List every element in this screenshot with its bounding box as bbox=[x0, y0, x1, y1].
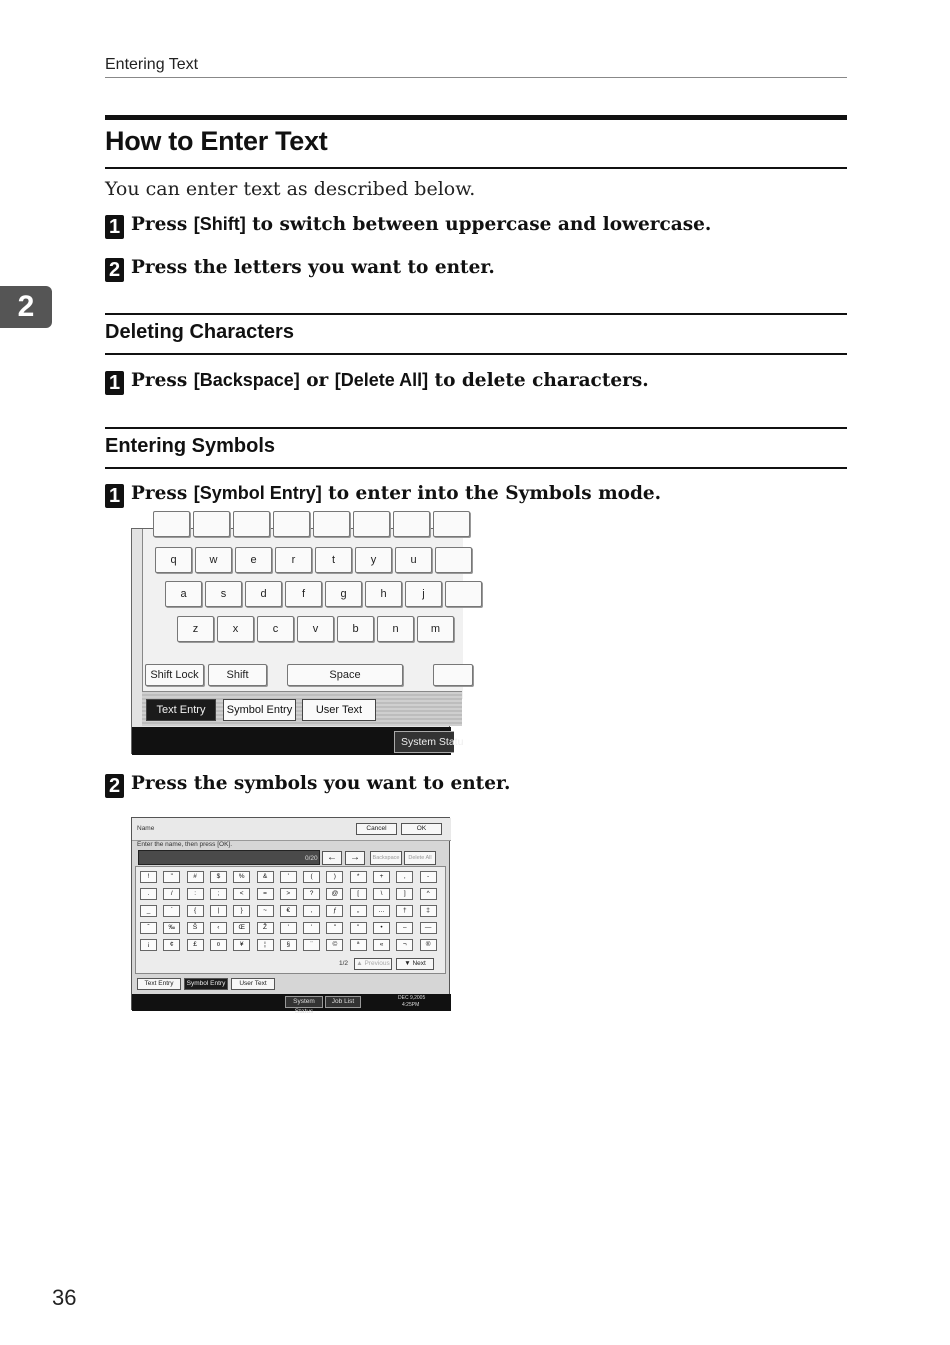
key-d[interactable]: d bbox=[245, 581, 282, 607]
symbol-key[interactable]: - bbox=[420, 871, 437, 883]
next-button[interactable] bbox=[396, 958, 434, 970]
symbol-key[interactable]: ~ bbox=[257, 905, 274, 917]
symbol-key[interactable]: _ bbox=[140, 905, 157, 917]
symbol-key[interactable]: ƒ bbox=[326, 905, 343, 917]
key[interactable] bbox=[153, 511, 190, 537]
step-text: Press bbox=[131, 483, 194, 504]
symbol-key[interactable]: … bbox=[373, 905, 390, 917]
tab-symbol-entry[interactable]: Symbol Entry bbox=[223, 699, 296, 721]
key-s[interactable]: s bbox=[205, 581, 242, 607]
key-u[interactable]: u bbox=[395, 547, 432, 573]
backspace-button[interactable]: Backspace bbox=[370, 851, 402, 865]
previous-button[interactable] bbox=[354, 958, 392, 970]
key[interactable] bbox=[433, 511, 470, 537]
symbol-key[interactable]: % bbox=[233, 871, 250, 883]
name-input[interactable] bbox=[138, 850, 320, 865]
symbol-key[interactable]: ¡ bbox=[140, 939, 157, 951]
symbol-key[interactable]: ¬ bbox=[396, 939, 413, 951]
triangle-up-icon: ▲ bbox=[356, 960, 363, 967]
key-h[interactable]: h bbox=[365, 581, 402, 607]
instruction-text: Enter the name, then press [OK]. bbox=[137, 841, 233, 848]
symbol-key[interactable]: ! bbox=[140, 871, 157, 883]
symbol-key[interactable]: ª bbox=[350, 939, 367, 951]
triangle-down-icon: ▼ bbox=[404, 960, 411, 967]
symbol-key[interactable]: § bbox=[280, 939, 297, 951]
running-header-rule bbox=[105, 77, 847, 78]
key-y[interactable]: y bbox=[355, 547, 392, 573]
step-number: 2 bbox=[105, 258, 124, 282]
step-text: Press bbox=[131, 214, 194, 235]
symbol-key[interactable]: ' bbox=[303, 922, 320, 934]
key-x[interactable]: x bbox=[217, 616, 254, 642]
symbol-key[interactable]: ` bbox=[163, 905, 180, 917]
step-text: Press bbox=[131, 370, 194, 391]
arrow-left-icon[interactable]: ← bbox=[322, 851, 342, 865]
running-header: Entering Text bbox=[105, 56, 199, 73]
tab-text-entry[interactable]: Text Entry bbox=[146, 699, 216, 721]
system-status-button[interactable]: System Status bbox=[285, 996, 323, 1008]
symbol-key[interactable]: ' bbox=[280, 922, 297, 934]
symbol-key[interactable]: " bbox=[326, 922, 343, 934]
char-counter: 0/20 bbox=[305, 855, 318, 862]
tab-user-text[interactable]: User Text bbox=[231, 978, 275, 990]
cancel-button[interactable]: Cancel bbox=[356, 823, 397, 835]
symbol-key[interactable]: Š bbox=[187, 922, 204, 934]
key[interactable] bbox=[353, 511, 390, 537]
key[interactable] bbox=[313, 511, 350, 537]
subsection-title-symbols: Entering Symbols bbox=[105, 435, 276, 457]
key[interactable] bbox=[445, 581, 482, 607]
key[interactable] bbox=[193, 511, 230, 537]
symbol-key[interactable]: ® bbox=[420, 939, 437, 951]
section-title: How to Enter Text bbox=[105, 126, 328, 156]
symbol-key[interactable]: $ bbox=[210, 871, 227, 883]
symbol-key[interactable]: — bbox=[420, 922, 437, 934]
symbol-key[interactable]: " bbox=[163, 871, 180, 883]
symbol-key[interactable]: „ bbox=[350, 905, 367, 917]
step-2-symbols bbox=[105, 773, 511, 798]
tab-text-entry[interactable]: Text Entry bbox=[137, 978, 181, 990]
key-t[interactable]: t bbox=[315, 547, 352, 573]
key[interactable] bbox=[433, 664, 473, 686]
key[interactable] bbox=[393, 511, 430, 537]
section-title-rule bbox=[105, 167, 847, 169]
symbol-key[interactable]: = bbox=[257, 888, 274, 900]
key-j[interactable]: j bbox=[405, 581, 442, 607]
symbol-key[interactable]: / bbox=[163, 888, 180, 900]
symbol-key[interactable]: } bbox=[233, 905, 250, 917]
step-1-shift bbox=[105, 214, 711, 239]
delete-all-button[interactable]: Delete All bbox=[404, 851, 436, 865]
key[interactable] bbox=[273, 511, 310, 537]
step-text: Press the letters you want to enter. bbox=[131, 257, 495, 278]
symbol-key[interactable]: . bbox=[140, 888, 157, 900]
step-1-delete bbox=[105, 370, 649, 395]
symbol-key[interactable]: ‡ bbox=[420, 905, 437, 917]
key-w[interactable]: w bbox=[195, 547, 232, 573]
symbol-key[interactable]: , bbox=[396, 871, 413, 883]
symbol-key[interactable]: [ bbox=[350, 888, 367, 900]
dialog-title: Name bbox=[137, 825, 155, 832]
step-text: to delete characters. bbox=[428, 370, 649, 391]
keyboard-panel bbox=[142, 529, 463, 699]
subsection-bottom-rule bbox=[105, 353, 847, 355]
key-label-backspace: [Backspace] bbox=[193, 370, 300, 390]
symbol-key[interactable]: ¥ bbox=[233, 939, 250, 951]
step-2-letters bbox=[105, 257, 495, 282]
key-a[interactable]: a bbox=[165, 581, 202, 607]
key-m[interactable]: m bbox=[417, 616, 454, 642]
symbol-key[interactable]: – bbox=[396, 922, 413, 934]
symbol-key[interactable]: ‰ bbox=[163, 922, 180, 934]
section-top-bar bbox=[105, 115, 847, 120]
step-number: 1 bbox=[105, 484, 124, 508]
space-key[interactable]: Space bbox=[287, 664, 403, 686]
symbol-key[interactable]: : bbox=[187, 888, 204, 900]
key-g[interactable]: g bbox=[325, 581, 362, 607]
symbol-key[interactable]: ( bbox=[303, 871, 320, 883]
symbol-key[interactable]: , bbox=[303, 905, 320, 917]
key-e[interactable]: e bbox=[235, 547, 272, 573]
time-display: 4:25PM bbox=[402, 1002, 420, 1008]
subsection-top-rule bbox=[105, 313, 847, 315]
symbol-key[interactable]: " bbox=[350, 922, 367, 934]
symbol-key[interactable]: < bbox=[233, 888, 250, 900]
key-v[interactable]: v bbox=[297, 616, 334, 642]
symbol-key[interactable]: \ bbox=[373, 888, 390, 900]
key-b[interactable]: b bbox=[337, 616, 374, 642]
key-label-symbol-entry: [Symbol Entry] bbox=[193, 483, 322, 503]
symbol-key[interactable]: ? bbox=[303, 888, 320, 900]
key[interactable] bbox=[233, 511, 270, 537]
symbol-key[interactable]: ] bbox=[396, 888, 413, 900]
page-indicator: 1/2 bbox=[339, 960, 349, 967]
date-display: DEC 9,2005 bbox=[398, 995, 426, 1001]
symbol-entry-screenshot bbox=[131, 817, 450, 1015]
symbol-key[interactable]: ˆ bbox=[140, 922, 157, 934]
symbol-key[interactable]: + bbox=[373, 871, 390, 883]
symbol-key[interactable]: ¤ bbox=[210, 939, 227, 951]
key-label-shift: [Shift] bbox=[193, 214, 246, 234]
symbol-key[interactable]: ^ bbox=[420, 888, 437, 900]
step-number: 1 bbox=[105, 215, 124, 239]
step-1-symbol-entry bbox=[105, 483, 661, 508]
step-text: Press the symbols you want to enter. bbox=[131, 773, 511, 794]
previous-label: Previous bbox=[364, 960, 390, 967]
key-q[interactable]: q bbox=[155, 547, 192, 573]
symbol-key[interactable]: ‹ bbox=[210, 922, 227, 934]
symbol-key[interactable]: « bbox=[373, 939, 390, 951]
chapter-tab: 2 bbox=[0, 286, 52, 328]
subsection-bottom-rule bbox=[105, 467, 847, 469]
key-n[interactable]: n bbox=[377, 616, 414, 642]
intro-text: You can enter text as described below. bbox=[105, 178, 476, 200]
shift-key[interactable]: Shift bbox=[208, 664, 267, 686]
tab-symbol-entry[interactable]: Symbol Entry bbox=[184, 978, 228, 990]
symbol-key[interactable]: © bbox=[326, 939, 343, 951]
key-c[interactable]: c bbox=[257, 616, 294, 642]
key-f[interactable]: f bbox=[285, 581, 322, 607]
next-label: Next bbox=[412, 960, 426, 967]
key-label-delete-all: [Delete All] bbox=[334, 370, 429, 390]
arrow-right-icon[interactable]: → bbox=[345, 851, 365, 865]
symbol-key[interactable]: ; bbox=[210, 888, 227, 900]
symbol-key[interactable]: £ bbox=[187, 939, 204, 951]
symbol-key[interactable]: @ bbox=[326, 888, 343, 900]
key[interactable] bbox=[435, 547, 472, 573]
subsection-title-deleting: Deleting Characters bbox=[105, 321, 294, 343]
symbol-key[interactable]: # bbox=[187, 871, 204, 883]
key-r[interactable]: r bbox=[275, 547, 312, 573]
ok-button[interactable]: OK bbox=[401, 823, 442, 835]
step-number: 1 bbox=[105, 371, 124, 395]
symbol-key[interactable]: Ž bbox=[257, 922, 274, 934]
symbol-key[interactable]: ¢ bbox=[163, 939, 180, 951]
job-list-button[interactable]: Job List bbox=[325, 996, 361, 1008]
symbol-key[interactable]: * bbox=[350, 871, 367, 883]
symbol-key[interactable]: € bbox=[280, 905, 297, 917]
symbol-key[interactable]: † bbox=[396, 905, 413, 917]
subsection-top-rule bbox=[105, 427, 847, 429]
page-number: 36 bbox=[52, 1285, 77, 1310]
tab-user-text[interactable]: User Text bbox=[302, 699, 376, 721]
mode-tab-bar bbox=[142, 691, 462, 726]
symbol-key[interactable]: > bbox=[280, 888, 297, 900]
step-text: to enter into the Symbols mode. bbox=[321, 483, 662, 504]
system-status-button[interactable]: System Statu bbox=[394, 731, 454, 753]
shift-lock-key[interactable]: Shift Lock bbox=[145, 664, 204, 686]
step-number: 2 bbox=[105, 774, 124, 798]
symbol-key[interactable]: { bbox=[187, 905, 204, 917]
step-text: to switch between uppercase and lowercase. bbox=[245, 214, 712, 235]
symbol-key[interactable]: | bbox=[210, 905, 227, 917]
symbol-key[interactable]: ¦ bbox=[257, 939, 274, 951]
symbol-key[interactable]: Œ bbox=[233, 922, 250, 934]
symbol-key[interactable]: ¨ bbox=[303, 939, 320, 951]
symbol-key[interactable]: ' bbox=[280, 871, 297, 883]
symbol-key[interactable]: • bbox=[373, 922, 390, 934]
step-text: or bbox=[299, 370, 335, 391]
keyboard-screenshot bbox=[131, 528, 464, 754]
symbol-key[interactable]: ) bbox=[326, 871, 343, 883]
key-z[interactable]: z bbox=[177, 616, 214, 642]
symbol-key[interactable]: & bbox=[257, 871, 274, 883]
